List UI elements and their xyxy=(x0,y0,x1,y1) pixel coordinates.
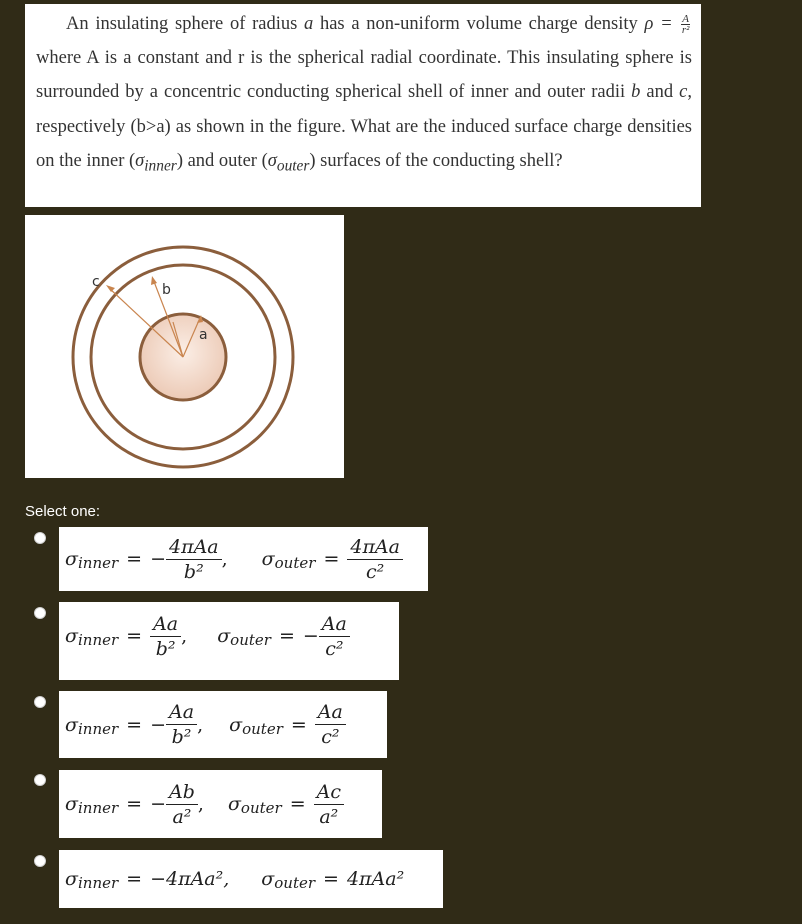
question-paragraph: An insulating sphere of radius a has a non-uniform volume charge density ρ = $\frac{A}{\text{r²}}$ where A is a constant and r is the spherical radial coordinate. This insulating sphere is surrounded by a concentric conducting spherical shell of inner and outer radii b and c, respectively (b>a) as shown in the figure. What are the induced surface charge densities on the inner $(\sigma_{inner})$ and outer $(\sigma_{outer})$ surfaces of the conducting shell? xyxy=(36,13,692,175)
option-2-radio[interactable] xyxy=(34,607,46,619)
concentric-spheres-diagram xyxy=(25,215,344,478)
label-b: b xyxy=(162,282,171,298)
option-2-outer-fraction: $\frac{Aa}{\text{c²}}$ xyxy=(319,612,350,661)
option-4-inner-fraction: $\frac{Ab}{\text{a²}}$ xyxy=(166,780,198,829)
option-5-answer[interactable]: σ inner = −4πAa², σ outer = 4πAa² xyxy=(59,850,443,908)
option-1-answer[interactable]: σ inner = − $\frac{\text{4πAa}}{\text{b²}}$ , σ outer = $\frac{\text{4πAa}}{\text{c²}}$ xyxy=(59,527,428,591)
sphere-figure xyxy=(25,215,344,478)
charge-density-fraction: $\frac{A}{\text{r²}}$ xyxy=(681,13,690,37)
option-1-outer-fraction: $\frac{\text{4πAa}}{\text{c²}}$ xyxy=(347,535,403,584)
label-a: a xyxy=(199,327,208,343)
option-4-radio[interactable] xyxy=(34,774,46,786)
option-4-outer-fraction: $\frac{Ac}{\text{a²}}$ xyxy=(314,780,344,829)
option-2-inner-fraction: $\frac{Aa}{\text{b²}}$ xyxy=(150,612,181,661)
select-one-label: Select one: xyxy=(25,503,101,520)
option-4-answer[interactable]: σ inner = − $\frac{Ab}{\text{a²}}$ , σ outer = $\frac{Ac}{\text{a²}}$ xyxy=(59,770,382,838)
option-5-radio[interactable] xyxy=(34,855,46,867)
option-1-radio[interactable] xyxy=(34,532,46,544)
option-1-inner-fraction: $\frac{\text{4πAa}}{\text{b²}}$ xyxy=(166,535,222,584)
option-3-inner-fraction: $\frac{Aa}{\text{b²}}$ xyxy=(166,700,197,749)
radius-c-arrowhead xyxy=(106,285,115,292)
option-3-radio[interactable] xyxy=(34,696,46,708)
option-2-answer[interactable]: σ inner = $\frac{Aa}{\text{b²}}$ , σ outer = − $\frac{Aa}{\text{c²}}$ xyxy=(59,602,399,680)
option-3-outer-fraction: $\frac{Aa}{\text{c²}}$ xyxy=(315,700,346,749)
question-text xyxy=(25,4,701,207)
label-c: c xyxy=(92,274,100,290)
radius-b-arrowhead xyxy=(151,276,157,285)
option-3-answer[interactable]: σ inner = − $\frac{Aa}{\text{b²}}$ , σ outer = $\frac{Aa}{\text{c²}}$ xyxy=(59,691,387,758)
